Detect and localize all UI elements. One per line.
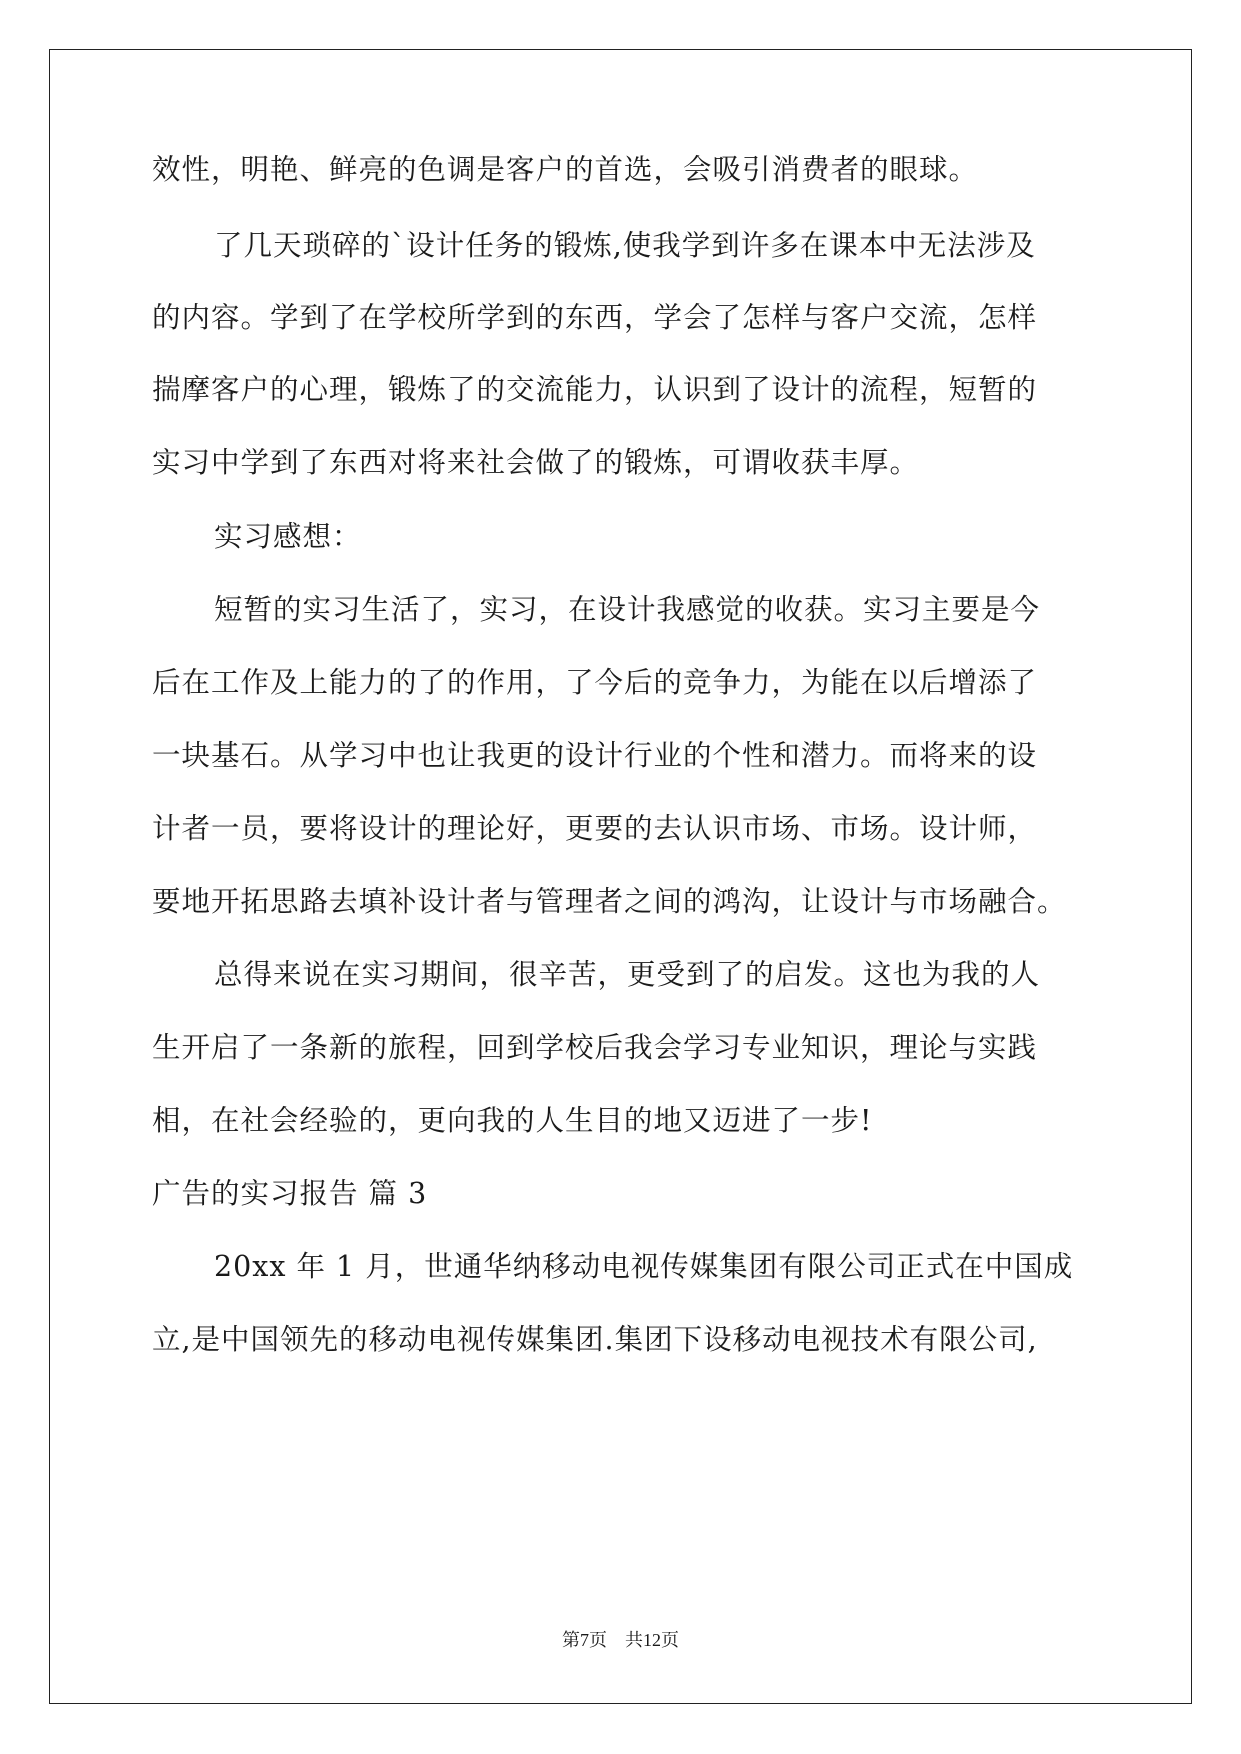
subheading: 实习感想： bbox=[214, 520, 362, 553]
page-footer bbox=[0, 1628, 1241, 1652]
text-line: 了几天琐碎的`设计任务的锻炼,使我学到许多在课本中无法涉及 bbox=[214, 229, 1036, 262]
section-heading: 广告的实习报告 篇 3 bbox=[152, 1177, 428, 1210]
text-line: 相，在社会经验的，更向我的人生目的地又迈进了一步! bbox=[152, 1104, 873, 1137]
text-line: 后在工作及上能力的了的作用，了今后的竞争力，为能在以后增添了 bbox=[152, 666, 1038, 699]
text-line: 计者一员，要将设计的理论好，更要的去认识市场、市场。设计师， bbox=[152, 812, 1038, 845]
text-line: 生开启了一条新的旅程，回到学校后我会学习专业知识，理论与实践 bbox=[152, 1031, 1038, 1064]
text-line: 短暂的实习生活了，实习，在设计我感觉的收获。实习主要是今 bbox=[214, 593, 1041, 626]
text-line: 20xx 年 1 月，世通华纳移动电视传媒集团有限公司正式在中国成 bbox=[214, 1250, 1074, 1283]
text-line: 立,是中国领先的移动电视传媒集团.集团下设移动电视技术有限公司, bbox=[152, 1323, 1038, 1356]
text-line: 要地开拓思路去填补设计者与管理者之间的鸿沟，让设计与市场融合。 bbox=[152, 885, 1067, 918]
page-total: 共12页 bbox=[625, 1630, 679, 1650]
text-line: 一块基石。从学习中也让我更的设计行业的个性和潜力。而将来的设 bbox=[152, 739, 1038, 772]
text-line: 的内容。学到了在学校所学到的东西，学会了怎样与客户交流，怎样 bbox=[152, 301, 1038, 334]
text-line: 实习中学到了东西对将来社会做了的锻炼，可谓收获丰厚。 bbox=[152, 446, 920, 479]
page-number: 第7页 bbox=[562, 1630, 607, 1650]
text-line: 揣摩客户的心理，锻炼了的交流能力，认识到了设计的流程，短暂的 bbox=[152, 373, 1038, 406]
text-line: 效性，明艳、鲜亮的色调是客户的首选，会吸引消费者的眼球。 bbox=[152, 153, 979, 186]
text-line: 总得来说在实习期间，很辛苦，更受到了的启发。这也为我的人 bbox=[214, 958, 1041, 991]
